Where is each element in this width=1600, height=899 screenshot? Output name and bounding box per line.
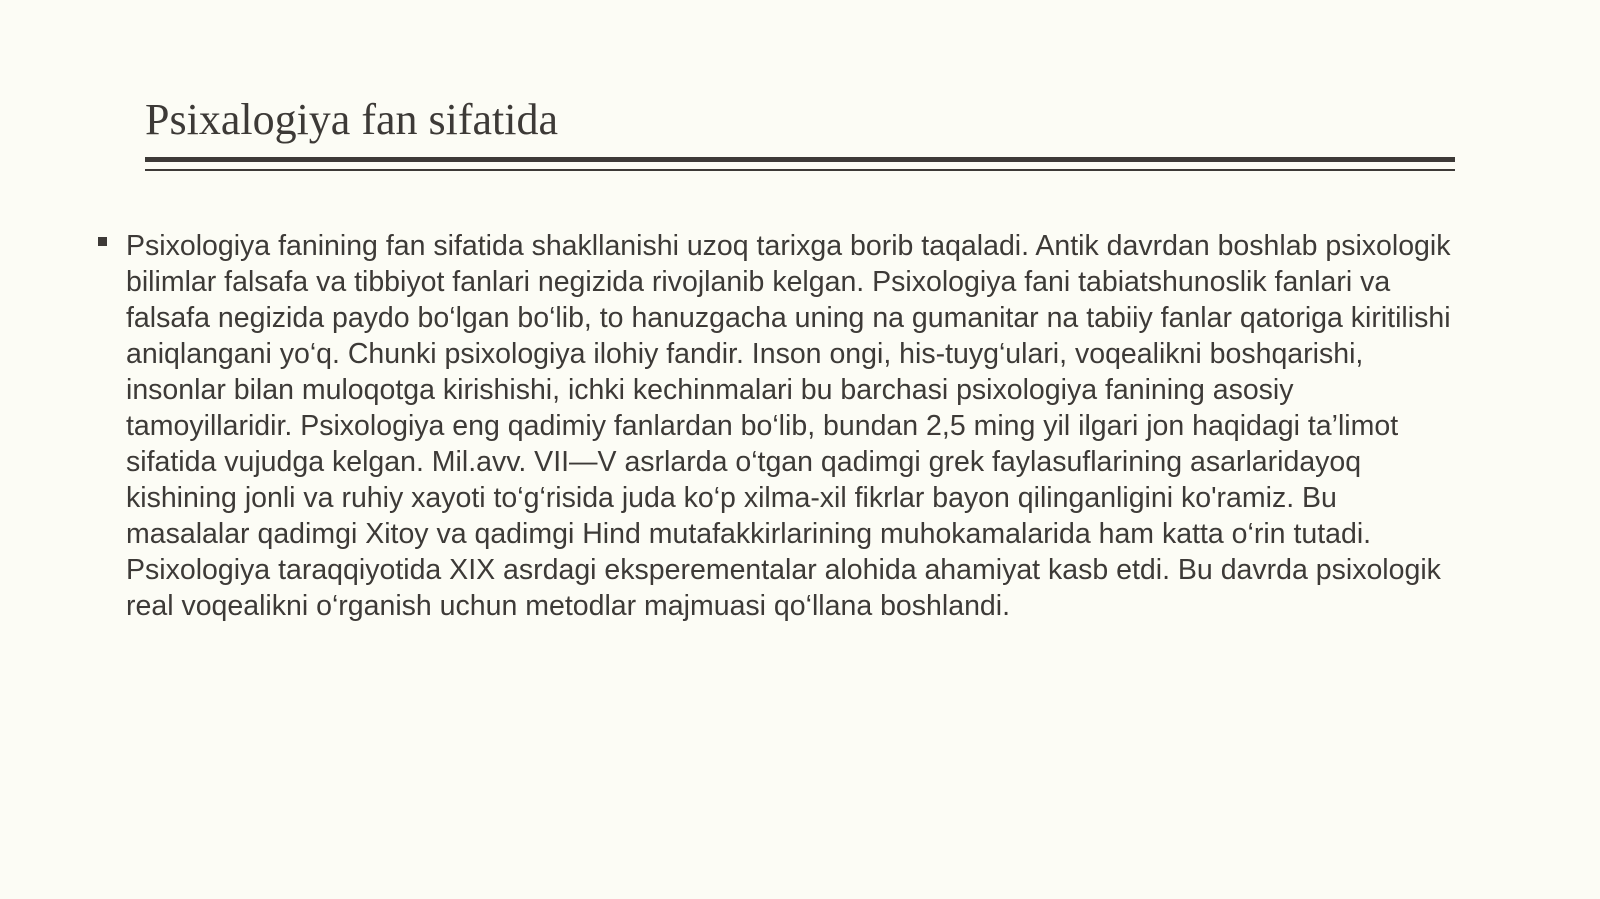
content-bullet-list (98, 228, 1458, 624)
square-bullet-icon (98, 237, 107, 246)
title-underline-thick (145, 157, 1455, 162)
bullet-text: Psixologiya fanining fan sifatida shakllanishi uzoq tarixga borib taqaladi. Antik davrdan boshlab psixologik bilimlar falsafa va tibbiyot fanlari negizida rivojlanib kelgan. Psixologiya fani tabiatshunoslik fanlari va falsafa negizida paydo bo‘lgan bo‘lib, to hanuzgacha uning na gumanitar na tabiiy fanlar qatoriga kiritilishi aniqlangani yo‘q. Chunki psixologiya ilohiy fandir. Inson ongi, his-tuyg‘ulari, voqealikni boshqarishi, insonlar bilan muloqotga kirishishi, ichki kechinmalari bu barchasi psixologiya fanining asosiy tamoyillaridir. Psixologiya eng qadimiy fanlardan bo‘lib, bundan 2,5 ming yil ilgari jon haqidagi ta’limot sifatida vujudga kelgan. Mil.avv. VII—V asrlarda o‘tgan qadimgi grek faylasuflarining asarlaridayoq kishining jonli va ruhiy xayoti to‘g‘risida juda ko‘p xilma-xil fikrlar bayon qilinganligini ko'ramiz. Bu masalalar qadimgi Xitoy va qadimgi Hind mutafakkirlarining muhokamalarida ham katta o‘rin tutadi. Psixologiya taraqqiyotida XIX asrdagi eksperementalar alohida ahamiyat kasb etdi. Bu davrda psixologik real voqealikni o‘rganish uchun metodlar majmuasi qo‘llana boshlandi. (126, 230, 1451, 622)
title-underline-thin (145, 169, 1455, 171)
bullet-item (98, 228, 1458, 624)
slide-title: Psixalogiya fan sifatida (145, 95, 559, 144)
